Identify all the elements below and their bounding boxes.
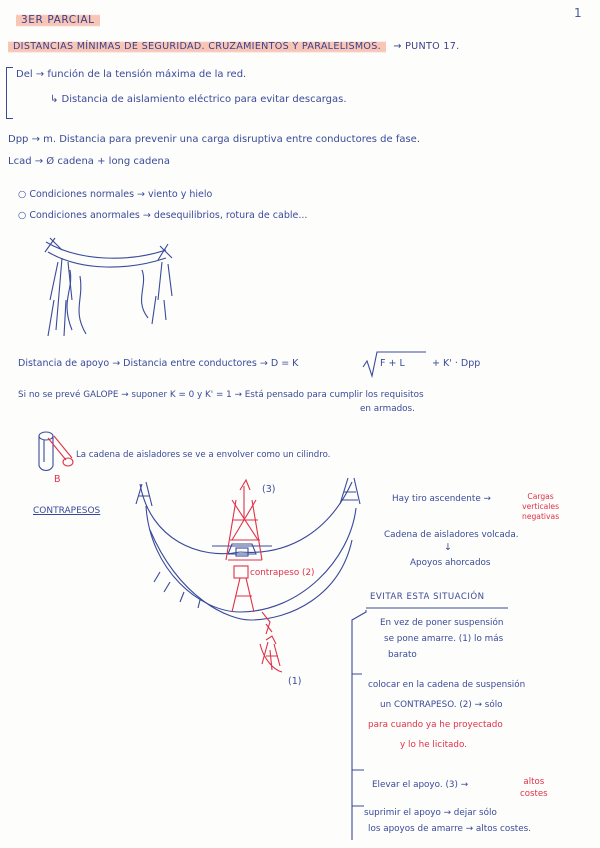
evitar-item-1a: En vez de poner suspensión [380, 618, 504, 628]
evitar-item-1c: barato [388, 650, 417, 660]
dpp-definition: Dpp → m. Distancia para prevenir una carga disruptiva entre conductores de fase. [8, 134, 421, 145]
cadena-volcada-note: Cadena de aisladores volcada. [384, 530, 519, 540]
contrapesos-heading: CONTRAPESOS [33, 506, 101, 516]
evitar-item-2a: colocar en la cadena de suspensión [368, 680, 526, 690]
abnormal-conditions-item: ○ Condiciones anormales → desequilibrios, rotura de cable... [18, 210, 308, 221]
del-subdefinition: ↳ Distancia de aislamiento eléctrico para evitar descargas. [50, 94, 347, 105]
galope-line-continuation: en armados. [360, 404, 415, 414]
title-text: DISTANCIAS MÍNIMAS DE SEGURIDAD. CRUZAMIENTOS Y PARALELISMOS. [8, 40, 386, 53]
evitar-item-4a: suprimir el apoyo → dejar sólo [364, 808, 497, 818]
down-arrow-icon: ↓ [444, 542, 452, 553]
evitar-item-3-red: altos costes [520, 777, 548, 799]
del-definition: Del → función de la tensión máxima de la red. [16, 69, 247, 80]
cylinder-label: B [54, 474, 61, 485]
label-1-sketch: (1) [288, 676, 302, 687]
label-3-sketch: (3) [262, 484, 276, 495]
evitar-item-2-red-b: y lo he licitado. [400, 740, 468, 750]
evitar-heading: EVITAR ESTA SITUACIÓN [370, 592, 485, 602]
distance-formula-right: + K' · Dpp [432, 358, 481, 369]
title-ref: → PUNTO 17. [393, 41, 460, 52]
galope-line: Si no se prevé GALOPE → suponer K = 0 y K' = 1 → Está pensado para cumplir los requisitos [18, 390, 424, 400]
bullet-icon: ○ [18, 210, 30, 221]
cylinder-note: La cadena de aisladores se ve a envolver como un cilindro. [76, 450, 331, 460]
evitar-item-4b: los apoyos de amarre → altos costes. [368, 824, 532, 834]
page-number: 1 [574, 6, 582, 20]
contrapeso-span-sketch [136, 478, 360, 620]
galloping-conductors-sketch [45, 238, 172, 336]
hay-tiro-note: Hay tiro ascendente → [392, 494, 491, 504]
evitar-item-2b: un CONTRAPESO. (2) → sólo [380, 700, 503, 710]
bullet-icon: ○ [18, 189, 30, 200]
cylinder-red-highlight [48, 436, 73, 466]
apoyos-ahorcados-note: Apoyos ahorcados [410, 558, 491, 568]
distance-formula-left: Distancia de apoyo → Distancia entre conductores → D = K [18, 358, 299, 369]
distance-formula-radicand: F + L [380, 358, 405, 369]
lcad-definition: Lcad → Ø cadena + long cadena [8, 156, 171, 167]
evitar-item-3: Elevar el apoyo. (3) → [372, 780, 469, 790]
partial-label: 3ER PARCIAL [16, 13, 100, 27]
cargas-negativas-note: Cargas verticales negativas [522, 492, 560, 521]
evitar-item-2-red-a: para cuando ya he proyectado [368, 720, 503, 730]
normal-conditions-item: ○ Condiciones normales → viento y hielo [18, 189, 213, 200]
label-contrapeso: contrapeso (2) [250, 568, 315, 578]
insulator-cylinder-sketch [39, 432, 53, 471]
evitar-item-1b: se pone amarre. (1) lo más [384, 634, 504, 644]
